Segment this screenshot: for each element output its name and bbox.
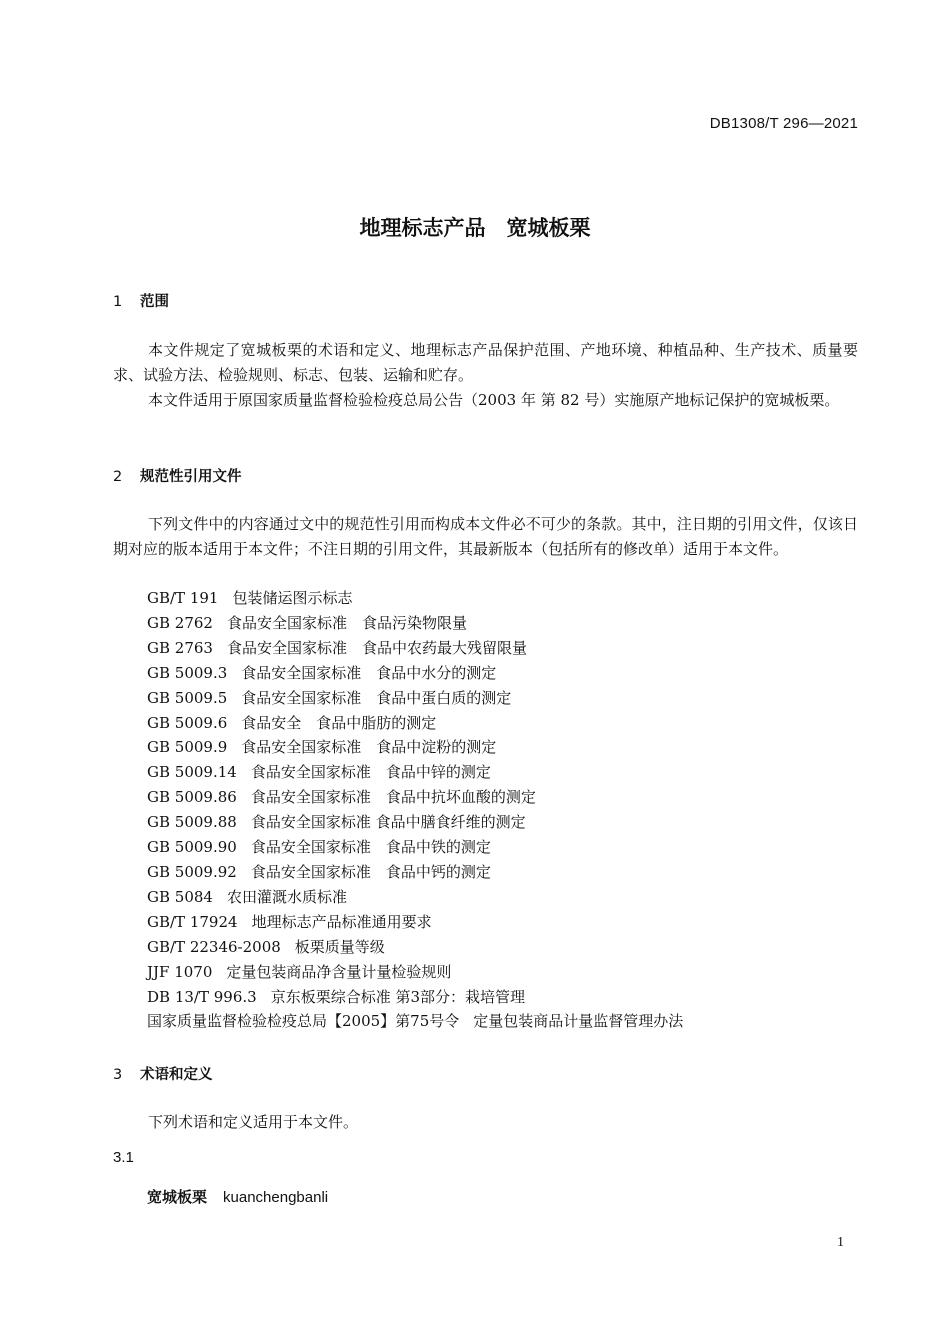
reference-item [147, 711, 867, 736]
reference-item [147, 810, 867, 835]
reference-title: 定量包装商品净含量计量检验规则 [226, 962, 452, 981]
reference-code: GB 5009.92 [147, 862, 237, 881]
reference-item [147, 661, 867, 686]
document-code: DB1308/T 296—2021 [709, 115, 858, 132]
reference-title: 食品安全 食品中脂肪的测定 [241, 713, 437, 732]
reference-code: GB 5009.3 [147, 663, 228, 682]
reference-item [147, 885, 867, 910]
reference-item [147, 586, 867, 611]
section-title: 规范性引用文件 [140, 469, 242, 485]
reference-code: GB 5009.90 [147, 838, 237, 857]
reference-item [147, 935, 867, 960]
reference-title: 食品安全国家标准 食品中抗坏血酸的测定 [250, 788, 536, 807]
section-number: 2 [113, 469, 123, 485]
clause-number: 3.1 [113, 1149, 134, 1166]
reference-item [147, 985, 867, 1010]
reference-code: GB/T 191 [147, 589, 219, 607]
term-chinese: 宽城板栗 [147, 1188, 208, 1206]
reference-code: GB 5009.14 [147, 763, 237, 782]
term-entry [147, 1186, 328, 1207]
section-heading-terms [113, 1063, 213, 1084]
section-title: 范围 [140, 294, 169, 310]
reference-code: GB 5009.9 [147, 738, 228, 757]
reference-code: GB 5009.88 [147, 813, 237, 832]
reference-code: GB 2762 [147, 613, 213, 632]
reference-item [147, 960, 867, 985]
reference-code: GB 5009.6 [147, 713, 228, 732]
reference-title: 食品安全国家标准 食品中膳食纤维的测定 [250, 813, 526, 832]
terms-intro: 下列术语和定义适用于本文件。 [148, 1113, 359, 1131]
reference-item [147, 860, 867, 885]
reference-code: GB 5084 [147, 887, 213, 906]
reference-code: GB 2763 [147, 638, 213, 657]
reference-code: 国家质量监督检验检疫总局【2005】第75号令 [147, 1012, 460, 1031]
reference-title: 食品安全国家标准 食品中淀粉的测定 [241, 738, 497, 757]
reference-code: DB 13/T 996.3 [147, 987, 257, 1006]
scope-paragraph-2: 本文件适用于原国家质量监督检验检疫总局公告（2003 年 第 82 号）实施原产地标记保护的宽城板栗。 [148, 391, 840, 409]
reference-code: GB/T 17924 [147, 912, 238, 931]
reference-item [147, 760, 867, 785]
reference-title: 包装储运图示标志 [232, 589, 353, 607]
reference-title: 食品安全国家标准 食品中锌的测定 [250, 763, 491, 782]
section-title: 术语和定义 [140, 1067, 213, 1083]
section-number: 3 [113, 1067, 123, 1083]
reference-title: 京东板栗综合标准 第3部分：栽培管理 [270, 987, 526, 1006]
section-heading-references [113, 465, 242, 486]
reference-code: JJF 1070 [147, 962, 213, 981]
reference-title: 食品安全国家标准 食品污染物限量 [226, 613, 467, 632]
reference-code: GB/T 22346-2008 [147, 937, 281, 956]
reference-item [147, 785, 867, 810]
references-intro: 下列文件中的内容通过文中的规范性引用而构成本文件必不可少的条款。其中，注日期的引用文件，仅该日期对应的版本适用于本文件；不注日期的引用文件，其最新版本（包括所有的修改单）适用于本文件。 [113, 515, 858, 558]
document-title: 地理标志产品 宽城板栗 [359, 216, 591, 240]
reference-item [147, 910, 867, 935]
reference-title: 食品安全国家标准 食品中农药最大残留限量 [226, 638, 527, 657]
reference-title: 定量包装商品计量监督管理办法 [473, 1012, 684, 1031]
reference-item [147, 735, 867, 760]
reference-title: 地理标志产品标准通用要求 [251, 912, 432, 931]
reference-title: 板栗质量等级 [294, 937, 385, 956]
scope-paragraph-1: 本文件规定了宽城板栗的术语和定义、地理标志产品保护范围、产地环境、种植品种、生产技术、质量要求、试验方法、检验规则、标志、包装、运输和贮存。 [113, 341, 858, 384]
reference-item [147, 1009, 867, 1034]
reference-item [147, 686, 867, 711]
reference-title: 农田灌溉水质标准 [226, 887, 347, 906]
reference-title: 食品安全国家标准 食品中钙的测定 [250, 862, 491, 881]
reference-item [147, 611, 867, 636]
reference-title: 食品安全国家标准 食品中蛋白质的测定 [241, 688, 512, 707]
term-english: kuanchengbanli [223, 1189, 329, 1206]
reference-code: GB 5009.5 [147, 688, 228, 707]
reference-list [147, 586, 867, 1034]
reference-item [147, 636, 867, 661]
section-number: 1 [113, 294, 123, 310]
reference-item [147, 835, 867, 860]
reference-title: 食品安全国家标准 食品中水分的测定 [241, 663, 497, 682]
reference-code: GB 5009.86 [147, 788, 237, 807]
page-number: 1 [837, 1235, 844, 1250]
reference-title: 食品安全国家标准 食品中铁的测定 [250, 838, 491, 857]
section-heading-scope [113, 290, 169, 311]
